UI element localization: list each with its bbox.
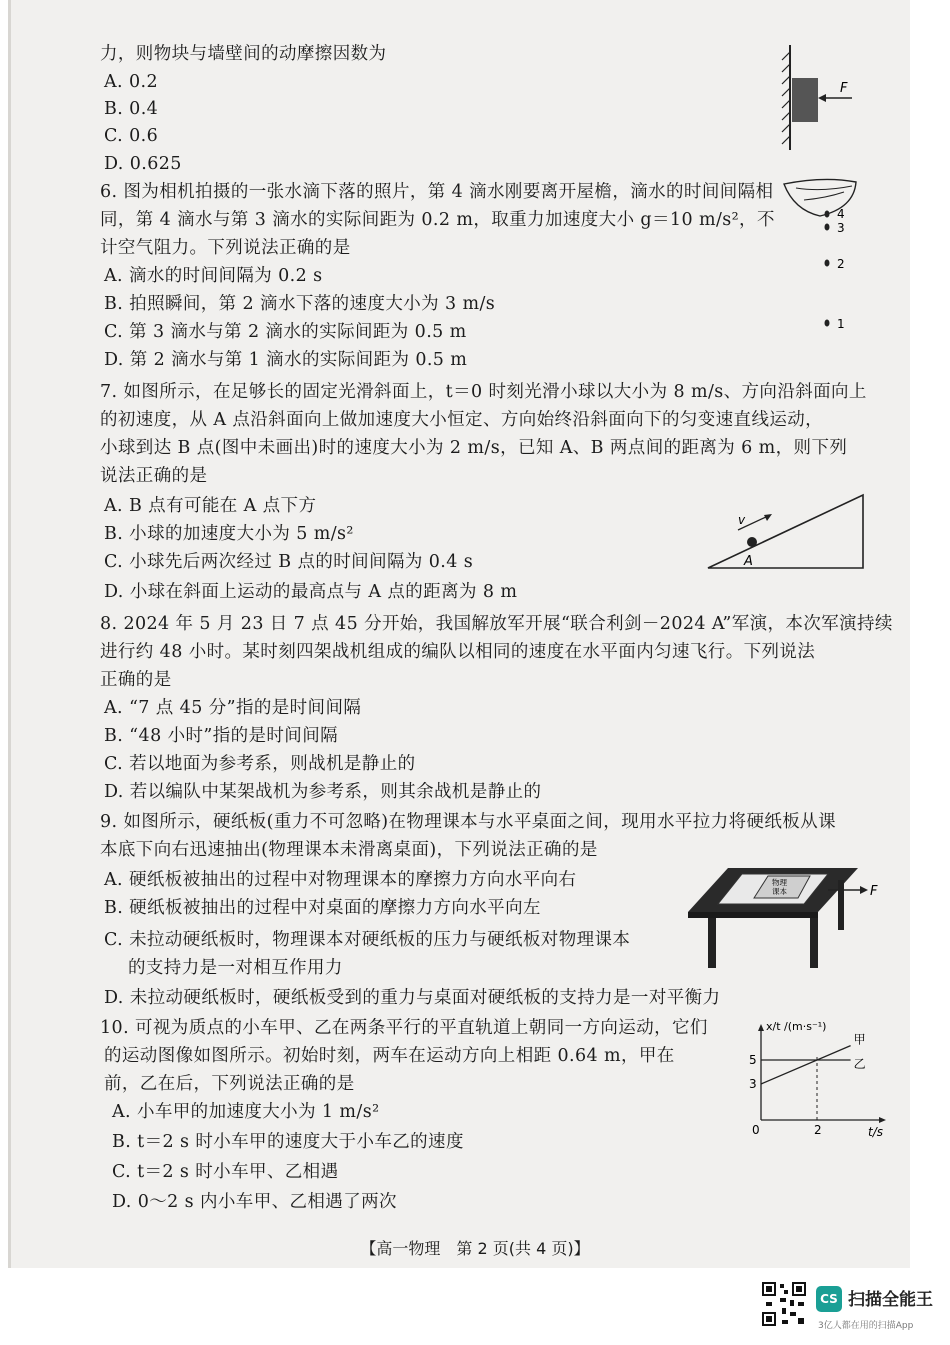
q9-option-c-cont: 的支持力是一对相互作用力 bbox=[128, 958, 343, 978]
drop-3-label: 3 bbox=[837, 221, 845, 235]
q6-option-b: B. 拍照瞬间，第 2 滴水下落的速度大小为 3 m/s bbox=[104, 294, 496, 314]
block bbox=[792, 78, 818, 122]
q6-line-2: 同，第 4 滴水与第 3 滴水的实际间距为 0.2 m，取重力加速度大小 g＝10 m/s²，不 bbox=[100, 210, 775, 230]
force-label: F bbox=[870, 884, 878, 899]
q8-option-c: C. 若以地面为参考系，则战机是静止的 bbox=[104, 754, 416, 774]
q7-line-4: 说法正确的是 bbox=[100, 466, 208, 486]
q10-line-3: 前，乙在后，下列说法正确的是 bbox=[104, 1074, 355, 1094]
qr-code-icon bbox=[760, 1280, 808, 1328]
page-footer: 【高一物理 第 2 页(共 4 页)】 bbox=[360, 1239, 590, 1258]
book-label-1: 物理 bbox=[772, 878, 787, 887]
q7-line-3: 小球到达 B 点(图中未画出)时的速度大小为 2 m/s，已知 A、B 两点间的距离为 6 m，则下列 bbox=[100, 438, 848, 458]
y-tick-label-3: 3 bbox=[749, 1077, 757, 1091]
point-a-label: A bbox=[744, 554, 753, 569]
x-axis-label: t/s bbox=[868, 1125, 883, 1139]
q9-line-1: 9. 如图所示，硬纸板(重力不可忽略)在物理课本与水平桌面之间，现用水平拉力将硬纸板从课 bbox=[100, 812, 837, 832]
q7-option-d: D. 小球在斜面上运动的最高点与 A 点的距离为 8 m bbox=[104, 582, 518, 602]
q5-wall-block-figure bbox=[780, 40, 870, 155]
q10-line-1: 10. 可视为质点的小车甲、乙在两条平行的平直轨道上朝同一方向运动，它们 bbox=[100, 1018, 708, 1038]
q10-option-c: C. t＝2 s 时小车甲、乙相遇 bbox=[112, 1162, 339, 1182]
q8-option-b: B. “48 小时”指的是时间间隔 bbox=[104, 726, 339, 746]
q9-option-d: D. 未拉动硬纸板时，硬纸板受到的重力与桌面对硬纸板的支持力是一对平衡力 bbox=[104, 988, 721, 1008]
scan-edge bbox=[8, 0, 11, 1268]
q8-option-d: D. 若以编队中某架战机为参考系，则其余战机是静止的 bbox=[104, 782, 542, 802]
q9-line-2: 本底下向右迅速抽出(物理课本未滑离桌面)，下列说法正确的是 bbox=[100, 840, 598, 860]
q8-line-3: 正确的是 bbox=[100, 670, 172, 690]
drop-4 bbox=[825, 211, 830, 218]
q7-incline-figure bbox=[700, 490, 875, 575]
drop-1-label: 1 bbox=[837, 317, 845, 331]
scanner-app-name: 扫描全能王 bbox=[848, 1290, 933, 1310]
q9-table-book-figure bbox=[688, 860, 883, 970]
q8-line-1: 8. 2024 年 5 月 23 日 7 点 45 分开始，我国解放军开展“联合利剑－2024 A”军演，本次军演持续 bbox=[100, 614, 893, 634]
q6-line-1: 6. 图为相机拍摄的一张水滴下落的照片，第 4 滴水刚要离开屋檐，滴水的时间间隔相 bbox=[100, 182, 774, 202]
y-tick-label-5: 5 bbox=[749, 1053, 757, 1067]
q5-option-b: B. 0.4 bbox=[104, 99, 159, 119]
incline bbox=[708, 495, 863, 568]
q7-line-1: 7. 如图所示，在足够长的固定光滑斜面上，t＝0 时刻光滑小球以大小为 8 m/s、方向沿斜面向上 bbox=[100, 382, 867, 402]
ball bbox=[747, 537, 757, 547]
q9-option-c: C. 未拉动硬纸板时，物理课本对硬纸板的压力与硬纸板对物理课本 bbox=[104, 930, 631, 950]
q8-option-a: A. “7 点 45 分”指的是时间间隔 bbox=[104, 698, 362, 718]
q8-line-2: 进行约 48 小时。某时刻四架战机组成的编队以相同的速度在水平面内匀速飞行。下列说法 bbox=[100, 642, 816, 662]
q5-option-d: D. 0.625 bbox=[104, 154, 182, 174]
q6-line-3: 计空气阻力。下列说法正确的是 bbox=[100, 238, 351, 258]
velocity-label: v bbox=[738, 513, 746, 527]
scanner-slogan: 3亿人都在用的扫描App bbox=[818, 1321, 914, 1331]
cs-logo: CS bbox=[816, 1286, 842, 1312]
q10-line-2: 的运动图像如图所示。初始时刻，两车在运动方向上相距 0.64 m，甲在 bbox=[104, 1046, 675, 1066]
y-axis-label: x/t /(m·s⁻¹) bbox=[766, 1020, 827, 1033]
q9-option-b: B. 硬纸板被抽出的过程中对桌面的摩擦力方向水平向左 bbox=[104, 898, 541, 918]
q6-water-drops-figure bbox=[782, 178, 872, 338]
q5-option-a: A. 0.2 bbox=[104, 72, 158, 92]
drop-4-label: 4 bbox=[837, 207, 845, 221]
series-label-jia: 甲 bbox=[853, 1032, 866, 1047]
origin-label: 0 bbox=[752, 1123, 760, 1137]
q5-tail: 力，则物块与墙壁间的动摩擦因数为 bbox=[100, 44, 387, 64]
q10-option-b: B. t＝2 s 时小车甲的速度大于小车乙的速度 bbox=[112, 1132, 464, 1152]
q7-option-b: B. 小球的加速度大小为 5 m/s² bbox=[104, 524, 354, 544]
drop-2-label: 2 bbox=[837, 257, 845, 271]
book-label-2: 课本 bbox=[772, 887, 787, 896]
q7-option-c: C. 小球先后两次经过 B 点的时间间隔为 0.4 s bbox=[104, 552, 474, 572]
q10-option-d: D. 0～2 s 内小车甲、乙相遇了两次 bbox=[112, 1192, 397, 1212]
series-label-yi: 乙 bbox=[853, 1057, 866, 1071]
drop-2 bbox=[825, 260, 830, 267]
scanner-watermark bbox=[760, 1280, 950, 1340]
q7-option-a: A. B 点有可能在 A 点下方 bbox=[104, 496, 317, 516]
x-tick-label-2: 2 bbox=[814, 1123, 822, 1137]
q5-option-c: C. 0.6 bbox=[104, 126, 159, 146]
q6-option-a: A. 滴水的时间间隔为 0.2 s bbox=[104, 266, 323, 286]
series-line-jia bbox=[761, 1046, 851, 1084]
q10-xt-chart bbox=[740, 1012, 900, 1140]
q7-line-2: 的初速度，从 A 点沿斜面向上做加速度大小恒定、方向始终沿斜面向下的匀变速直线运动， bbox=[100, 410, 824, 430]
drop-3 bbox=[825, 224, 830, 231]
q6-option-c: C. 第 3 滴水与第 2 滴水的实际间距为 0.5 m bbox=[104, 322, 467, 342]
force-label: F bbox=[840, 81, 848, 96]
q10-option-a: A. 小车甲的加速度大小为 1 m/s² bbox=[112, 1102, 380, 1122]
q9-option-a: A. 硬纸板被抽出的过程中对物理课本的摩擦力方向水平向右 bbox=[104, 870, 577, 890]
drop-1 bbox=[825, 320, 830, 327]
q6-option-d: D. 第 2 滴水与第 1 滴水的实际间距为 0.5 m bbox=[104, 350, 468, 370]
